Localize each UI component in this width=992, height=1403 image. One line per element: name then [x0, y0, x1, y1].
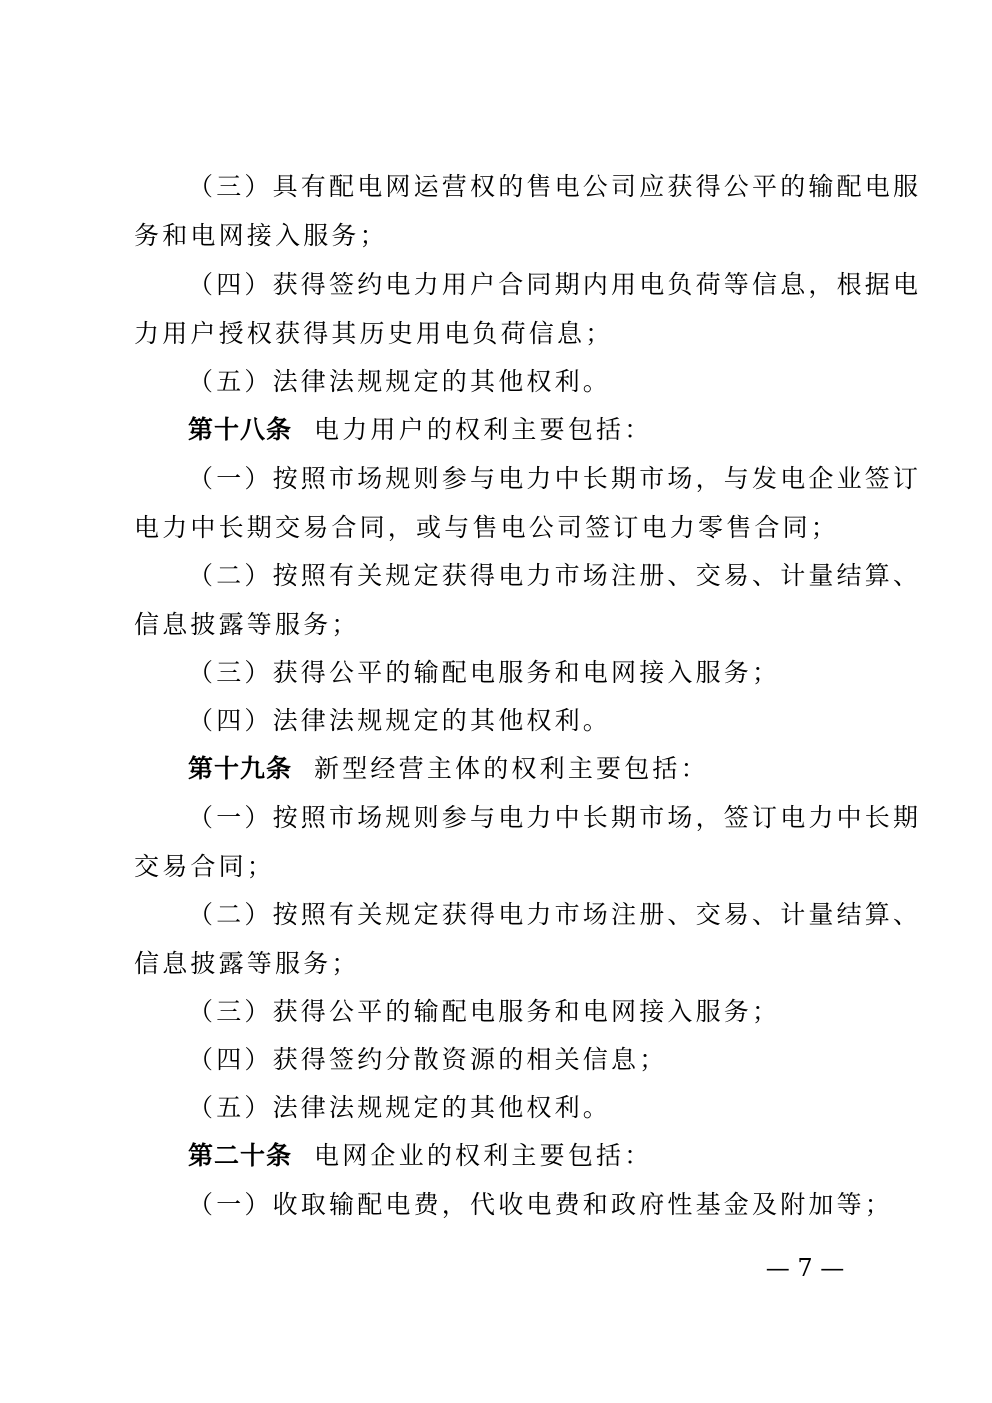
article-number: 第二十条 — [188, 1141, 293, 1170]
text-line: （四）获得签约电力用户合同期内用电负荷等信息，根据电 — [188, 270, 922, 299]
text-line: （四）获得签约分散资源的相关信息； — [188, 1045, 668, 1074]
text-line: 信息披露等服务； — [134, 949, 360, 978]
text-line: （五）法律法规规定的其他权利。 — [188, 367, 612, 396]
text-line: 交易合同； — [134, 852, 276, 881]
text-line: （三）获得公平的输配电服务和电网接入服务； — [188, 658, 781, 687]
text-line: （二）按照有关规定获得电力市场注册、交易、计量结算、 — [188, 561, 922, 590]
text-line: （三）具有配电网运营权的售电公司应获得公平的输配电服 — [188, 172, 922, 201]
article-title: 新型经营主体的权利主要包括： — [314, 754, 709, 783]
text-line: （一）收取输配电费，代收电费和政府性基金及附加等； — [188, 1190, 894, 1219]
article-heading — [188, 406, 870, 454]
article-heading — [188, 745, 870, 793]
text-line: （三）获得公平的输配电服务和电网接入服务； — [188, 997, 781, 1026]
text-line: （一）按照市场规则参与电力中长期市场，签订电力中长期 — [188, 803, 922, 832]
text-line: （一）按照市场规则参与电力中长期市场，与发电企业签订 — [188, 464, 922, 493]
text-line: 务和电网接入服务； — [134, 221, 388, 250]
article-number: 第十八条 — [188, 415, 293, 444]
text-line: 信息披露等服务； — [134, 610, 360, 639]
article-title: 电力用户的权利主要包括： — [314, 415, 653, 444]
text-line: 力用户授权获得其历史用电负荷信息； — [134, 319, 614, 348]
article-title: 电网企业的权利主要包括： — [314, 1141, 653, 1170]
text-line: （四）法律法规规定的其他权利。 — [188, 706, 612, 735]
text-line: （五）法律法规规定的其他权利。 — [188, 1093, 612, 1122]
page-number: — 7 — — [765, 1254, 845, 1282]
text-line: 电力中长期交易合同，或与售电公司签订电力零售合同； — [134, 513, 840, 542]
text-line: （二）按照有关规定获得电力市场注册、交易、计量结算、 — [188, 900, 922, 929]
article-heading — [188, 1132, 870, 1180]
article-number: 第十九条 — [188, 754, 293, 783]
